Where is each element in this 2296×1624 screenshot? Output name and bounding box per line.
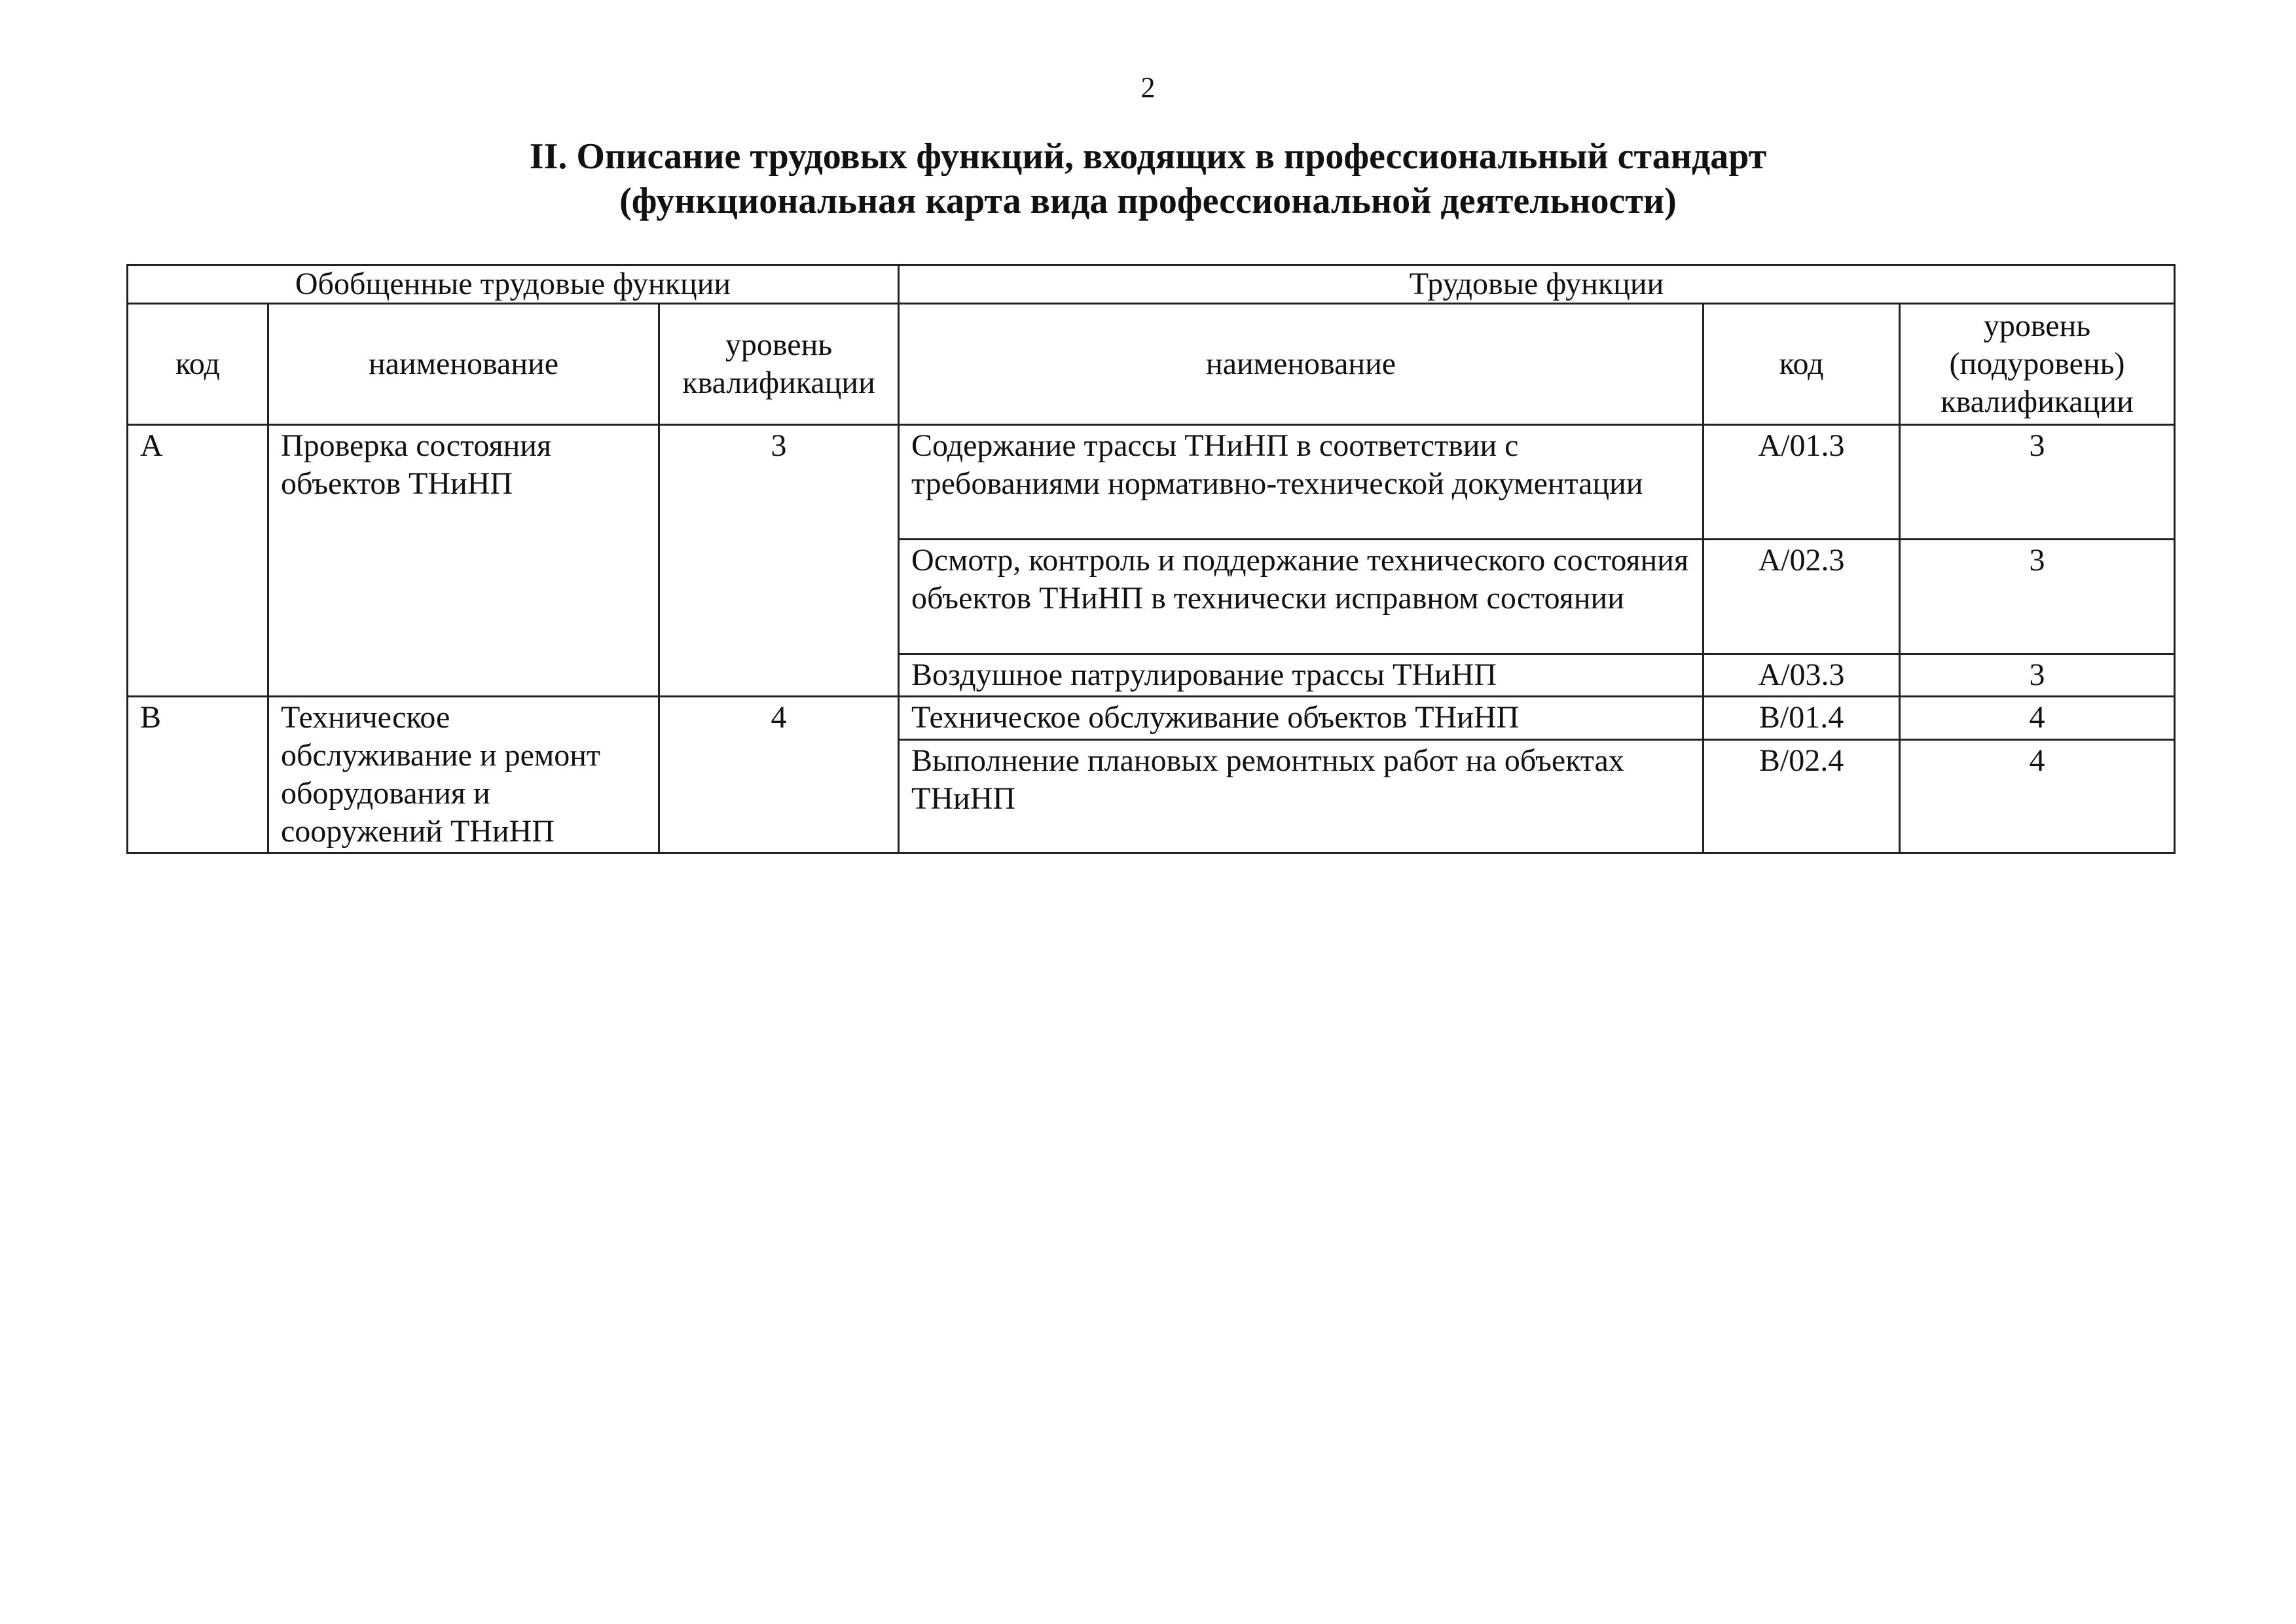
table-row	[128, 425, 2175, 540]
header-labor-functions: Трудовые функции	[899, 265, 2175, 304]
gen-code-cell: B	[128, 697, 268, 853]
fn-name-cell: Содержание трассы ТНиНП в соответствии с требованиями нормативно-технической документации	[899, 425, 1704, 540]
fn-name-cell: Техническое обслуживание объектов ТНиНП	[899, 697, 1704, 740]
fn-name-cell: Воздушное патрулирование трассы ТНиНП	[899, 654, 1704, 697]
fn-code-cell: A/01.3	[1704, 425, 1900, 540]
fn-code-cell: B/02.4	[1704, 739, 1900, 853]
section-title-line-1: II. Описание трудовых функций, входящих в профессиональный стандарт	[529, 136, 1767, 177]
gen-level-cell: 3	[659, 425, 899, 697]
sub-header-row	[128, 304, 2175, 425]
gen-code-cell: A	[128, 425, 268, 697]
table-row	[128, 697, 2175, 740]
page-number: 2	[1140, 71, 1156, 103]
fn-name-cell: Осмотр, контроль и поддержание технического состояния объектов ТНиНП в технически исправном состоянии	[899, 540, 1704, 654]
gen-name-cell: Техническое обслуживание и ремонт оборудования и сооружений ТНиНП	[268, 697, 659, 853]
fn-level-cell: 4	[1900, 739, 2175, 853]
gen-level-cell: 4	[659, 697, 899, 853]
header-fn-level: уровень (подуровень) квалификации	[1900, 304, 2175, 425]
header-gen-level: уровень квалификации	[659, 304, 899, 425]
functional-map-table	[126, 264, 2176, 854]
fn-code-cell: A/02.3	[1704, 540, 1900, 654]
fn-level-cell: 3	[1900, 425, 2175, 540]
header-fn-code: код	[1704, 304, 1900, 425]
fn-level-cell: 4	[1900, 697, 2175, 740]
header-generalized-functions: Обобщенные трудовые функции	[128, 265, 899, 304]
header-gen-name: наименование	[268, 304, 659, 425]
fn-level-cell: 3	[1900, 654, 2175, 697]
fn-code-cell: B/01.4	[1704, 697, 1900, 740]
fn-name-cell: Выполнение плановых ремонтных работ на объектах ТНиНП	[899, 739, 1704, 853]
header-gen-code: код	[128, 304, 268, 425]
section-title-line-2: (функциональная карта вида профессиональной деятельности)	[619, 181, 1677, 221]
gen-name-cell: Проверка состояния объектов ТНиНП	[268, 425, 659, 697]
section-title	[0, 134, 2296, 223]
fn-level-cell: 3	[1900, 540, 2175, 654]
header-fn-name: наименование	[899, 304, 1704, 425]
group-header-row	[128, 265, 2175, 304]
fn-code-cell: A/03.3	[1704, 654, 1900, 697]
